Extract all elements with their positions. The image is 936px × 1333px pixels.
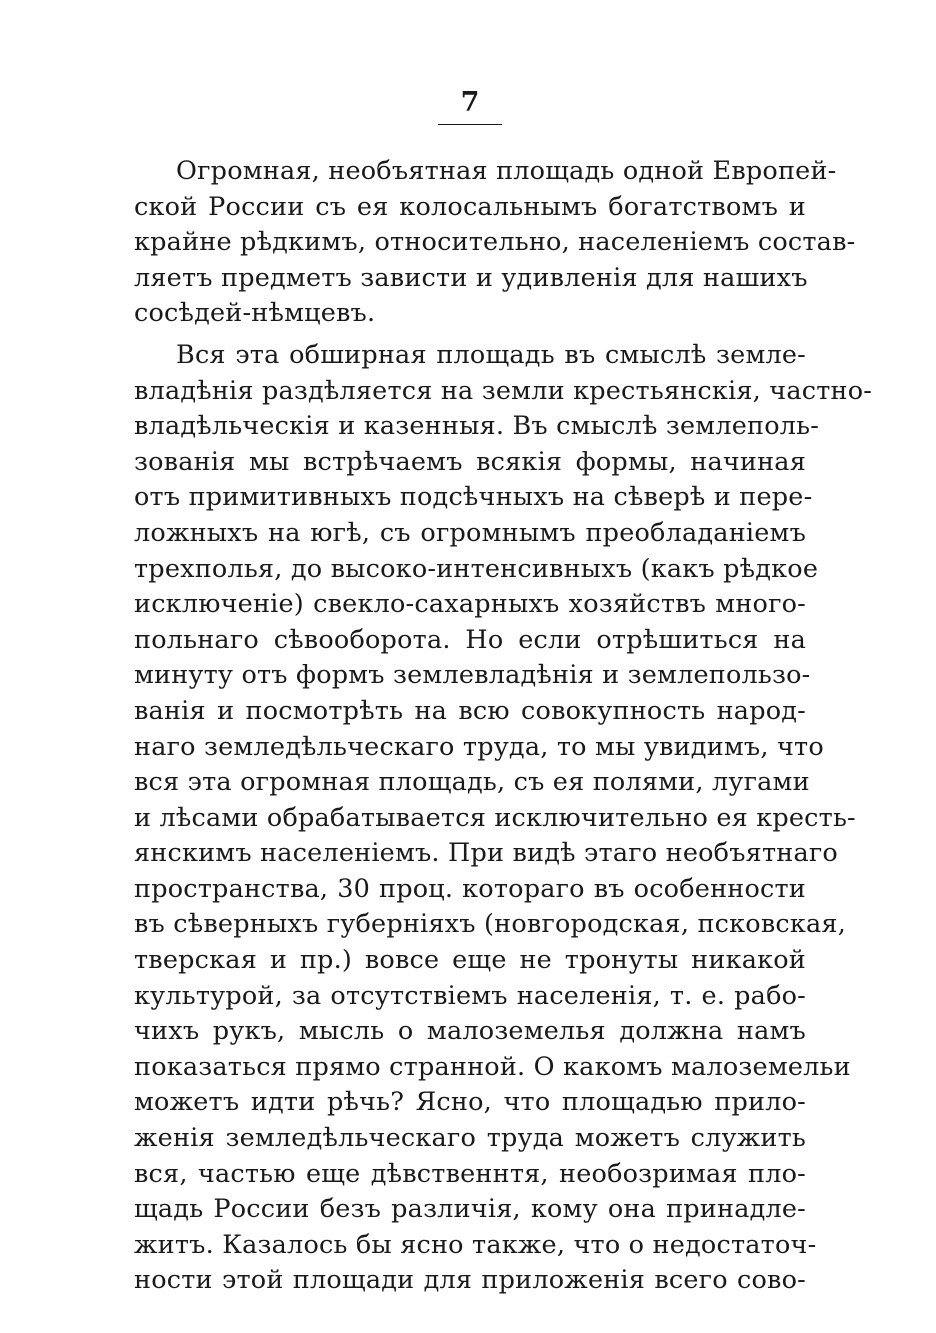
text-line: трехполья, до высоко-интенсивныхъ (какъ рѣдкое (134, 553, 819, 584)
text-line: щадь России безъ различiя, кому она принадле- (134, 1194, 806, 1225)
text-line: пространства, 30 проц. котораго въ особенности (134, 873, 806, 904)
text-line: минуту отъ формъ землевладѣнiя и землепользо- (134, 660, 811, 691)
text-line: можетъ идти рѣчь? Ясно, что площадью прило- (134, 1087, 806, 1118)
text-line: чихъ рукъ, мысль о малоземелья должна намъ (134, 1016, 806, 1047)
text-line: наго земледѣльческаго труда, то мы увидимъ, что (134, 731, 824, 762)
text-line: ляетъ предметъ зависти и удивленiя для нашихъ (134, 262, 808, 293)
text-line: культурой, за отсутствiемъ населенiя, т. е. рабо- (134, 980, 806, 1011)
text-line: ложныхъ на югѣ, съ огромнымъ преобладанiемъ (134, 517, 806, 548)
text-line: въ сѣверныхъ губернiяхъ (новгородская, псковская, (134, 909, 846, 940)
text-line: Вся эта обширная площадь въ смыслѣ земле- (176, 339, 806, 370)
text-line: тверская и пр.) вовсе еще не тронуты никакой (134, 945, 806, 976)
text-line: вся, частью еще дѣвственнтя, необозримая пло- (134, 1158, 806, 1189)
text-line: показаться прямо странной. О какомъ малоземельи (134, 1051, 851, 1082)
text-line: владѣльческiя и казенныя. Въ смыслѣ землеполь- (134, 411, 820, 442)
text-line: владѣнiя раздѣляется на земли крестьянскiя, частно- (134, 375, 873, 406)
text-line: крайне рѣдкимъ, относительно, населенiемъ состав- (134, 227, 856, 258)
body-text (134, 154, 873, 1299)
text-line: сосѣдей-нѣмцевъ. (134, 298, 376, 329)
text-line: польнаго сѣвооборота. Но если отрѣшиться на (134, 624, 806, 655)
text-line: житъ. Казалось бы ясно также, что о недостаточ- (134, 1229, 817, 1260)
page-number-rule (438, 124, 502, 125)
text-line: Огромная, необъятная площадь одной Европей- (176, 156, 837, 186)
text-line: ской России съ ея колосальнымъ богатствомъ и (134, 191, 806, 222)
text-line: зованiя мы встрѣчаемъ всякiя формы, начиная (134, 446, 806, 477)
text-line: исключенiе) свекло-сахарныхъ хозяйствъ много- (134, 589, 806, 620)
text-line: женiя земледѣльческаго труда можетъ служить (134, 1123, 806, 1154)
text-line: ванiя и посмотрѣть на всю совокупность народ- (134, 695, 806, 726)
text-line: вся эта огромная площадь, съ ея полями, лугами (134, 767, 810, 798)
text-line: ности этой площади для приложенiя всего сово- (134, 1265, 806, 1296)
text-line: янскимъ населенiемъ. При видѣ этаго необъятнаго (134, 838, 838, 869)
text-line: отъ примитивныхъ подсѣчныхъ на сѣверѣ и пере- (134, 482, 813, 513)
text-line: и лѣсами обрабатывается исключительно ея кресть- (134, 802, 856, 833)
page-number: 7 (460, 87, 480, 118)
paragraph-1 (134, 154, 856, 332)
paragraph-2 (134, 338, 873, 1299)
